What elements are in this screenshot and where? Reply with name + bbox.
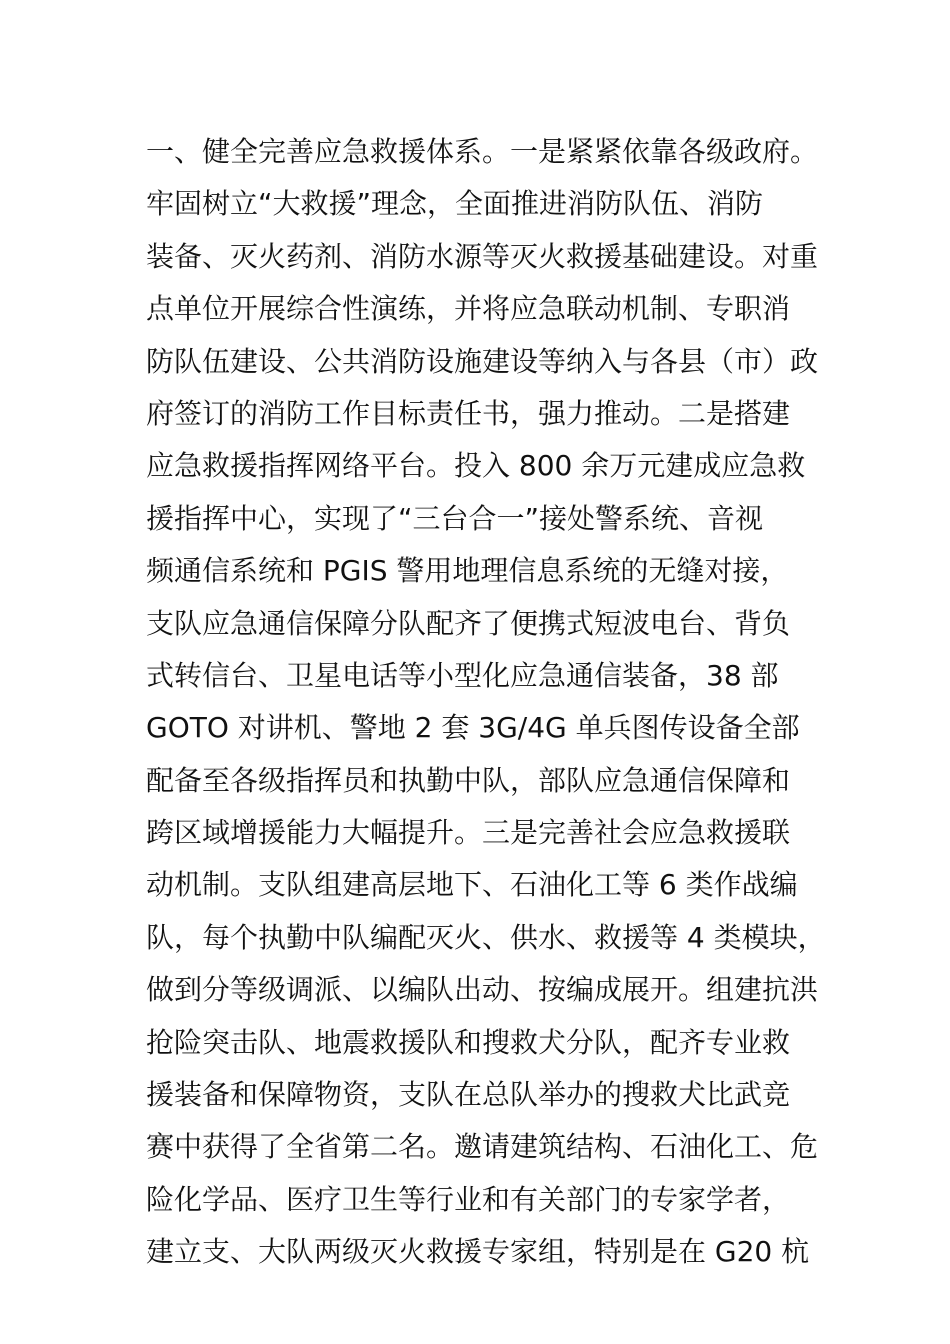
text-line: 队，每个执勤中队编配灭火、供水、救援等 4 类模块， <box>146 920 826 954</box>
body-paragraph <box>146 126 826 1279</box>
text-line: 防队伍建设、公共消防设施建设等纳入与各县（市）政 <box>146 344 819 378</box>
text-line: 式转信台、卫星电话等小型化应急通信装备，38 部 <box>146 658 779 692</box>
text-line: 赛中获得了全省第二名。邀请建筑结构、石油化工、危 <box>146 1130 819 1164</box>
text-line: 动机制。支队组建高层地下、石油化工等 6 类作战编 <box>146 868 798 902</box>
text-line: 做到分等级调派、以编队出动、按编成展开。组建抗洪 <box>146 973 819 1007</box>
text-line: 配备至各级指挥员和执勤中队，部队应急通信保障和 <box>146 763 791 797</box>
text-line: 频通信系统和 PGIS 警用地理信息系统的无缝对接， <box>146 554 789 588</box>
text-line: 抢险突击队、地震救援队和搜救犬分队，配齐专业救 <box>146 1025 791 1059</box>
text-line: 牢固树立“大救援”理念，全面推进消防队伍、消防 <box>146 187 764 221</box>
text-line: 应急救援指挥网络平台。投入 800 余万元建成应急救 <box>146 449 806 483</box>
text-line: 府签订的消防工作目标责任书，强力推动。二是搭建 <box>146 396 791 430</box>
text-line: 建立支、大队两级灭火救援专家组，特别是在 G20 杭 <box>146 1235 810 1269</box>
text-line: 险化学品、医疗卫生等行业和有关部门的专家学者， <box>146 1182 791 1216</box>
text-line: 支队应急通信保障分队配齐了便携式短波电台、背负 <box>146 606 791 640</box>
text-line: 援指挥中心，实现了“三台合一”接处警系统、音视 <box>146 501 764 535</box>
text-line: 点单位开展综合性演练，并将应急联动机制、专职消 <box>146 292 791 326</box>
text-line: 一、健全完善应急救援体系。一是紧紧依靠各级政府。 <box>146 135 819 168</box>
text-line: 跨区域增援能力大幅提升。三是完善社会应急救援联 <box>146 816 791 850</box>
text-line: GOTO 对讲机、警地 2 套 3G/4G 单兵图传设备全部 <box>146 711 800 745</box>
text-line: 装备、灭火药剂、消防水源等灭火救援基础建设。对重 <box>146 239 819 273</box>
text-line: 援装备和保障物资，支队在总队举办的搜救犬比武竞 <box>146 1078 791 1112</box>
